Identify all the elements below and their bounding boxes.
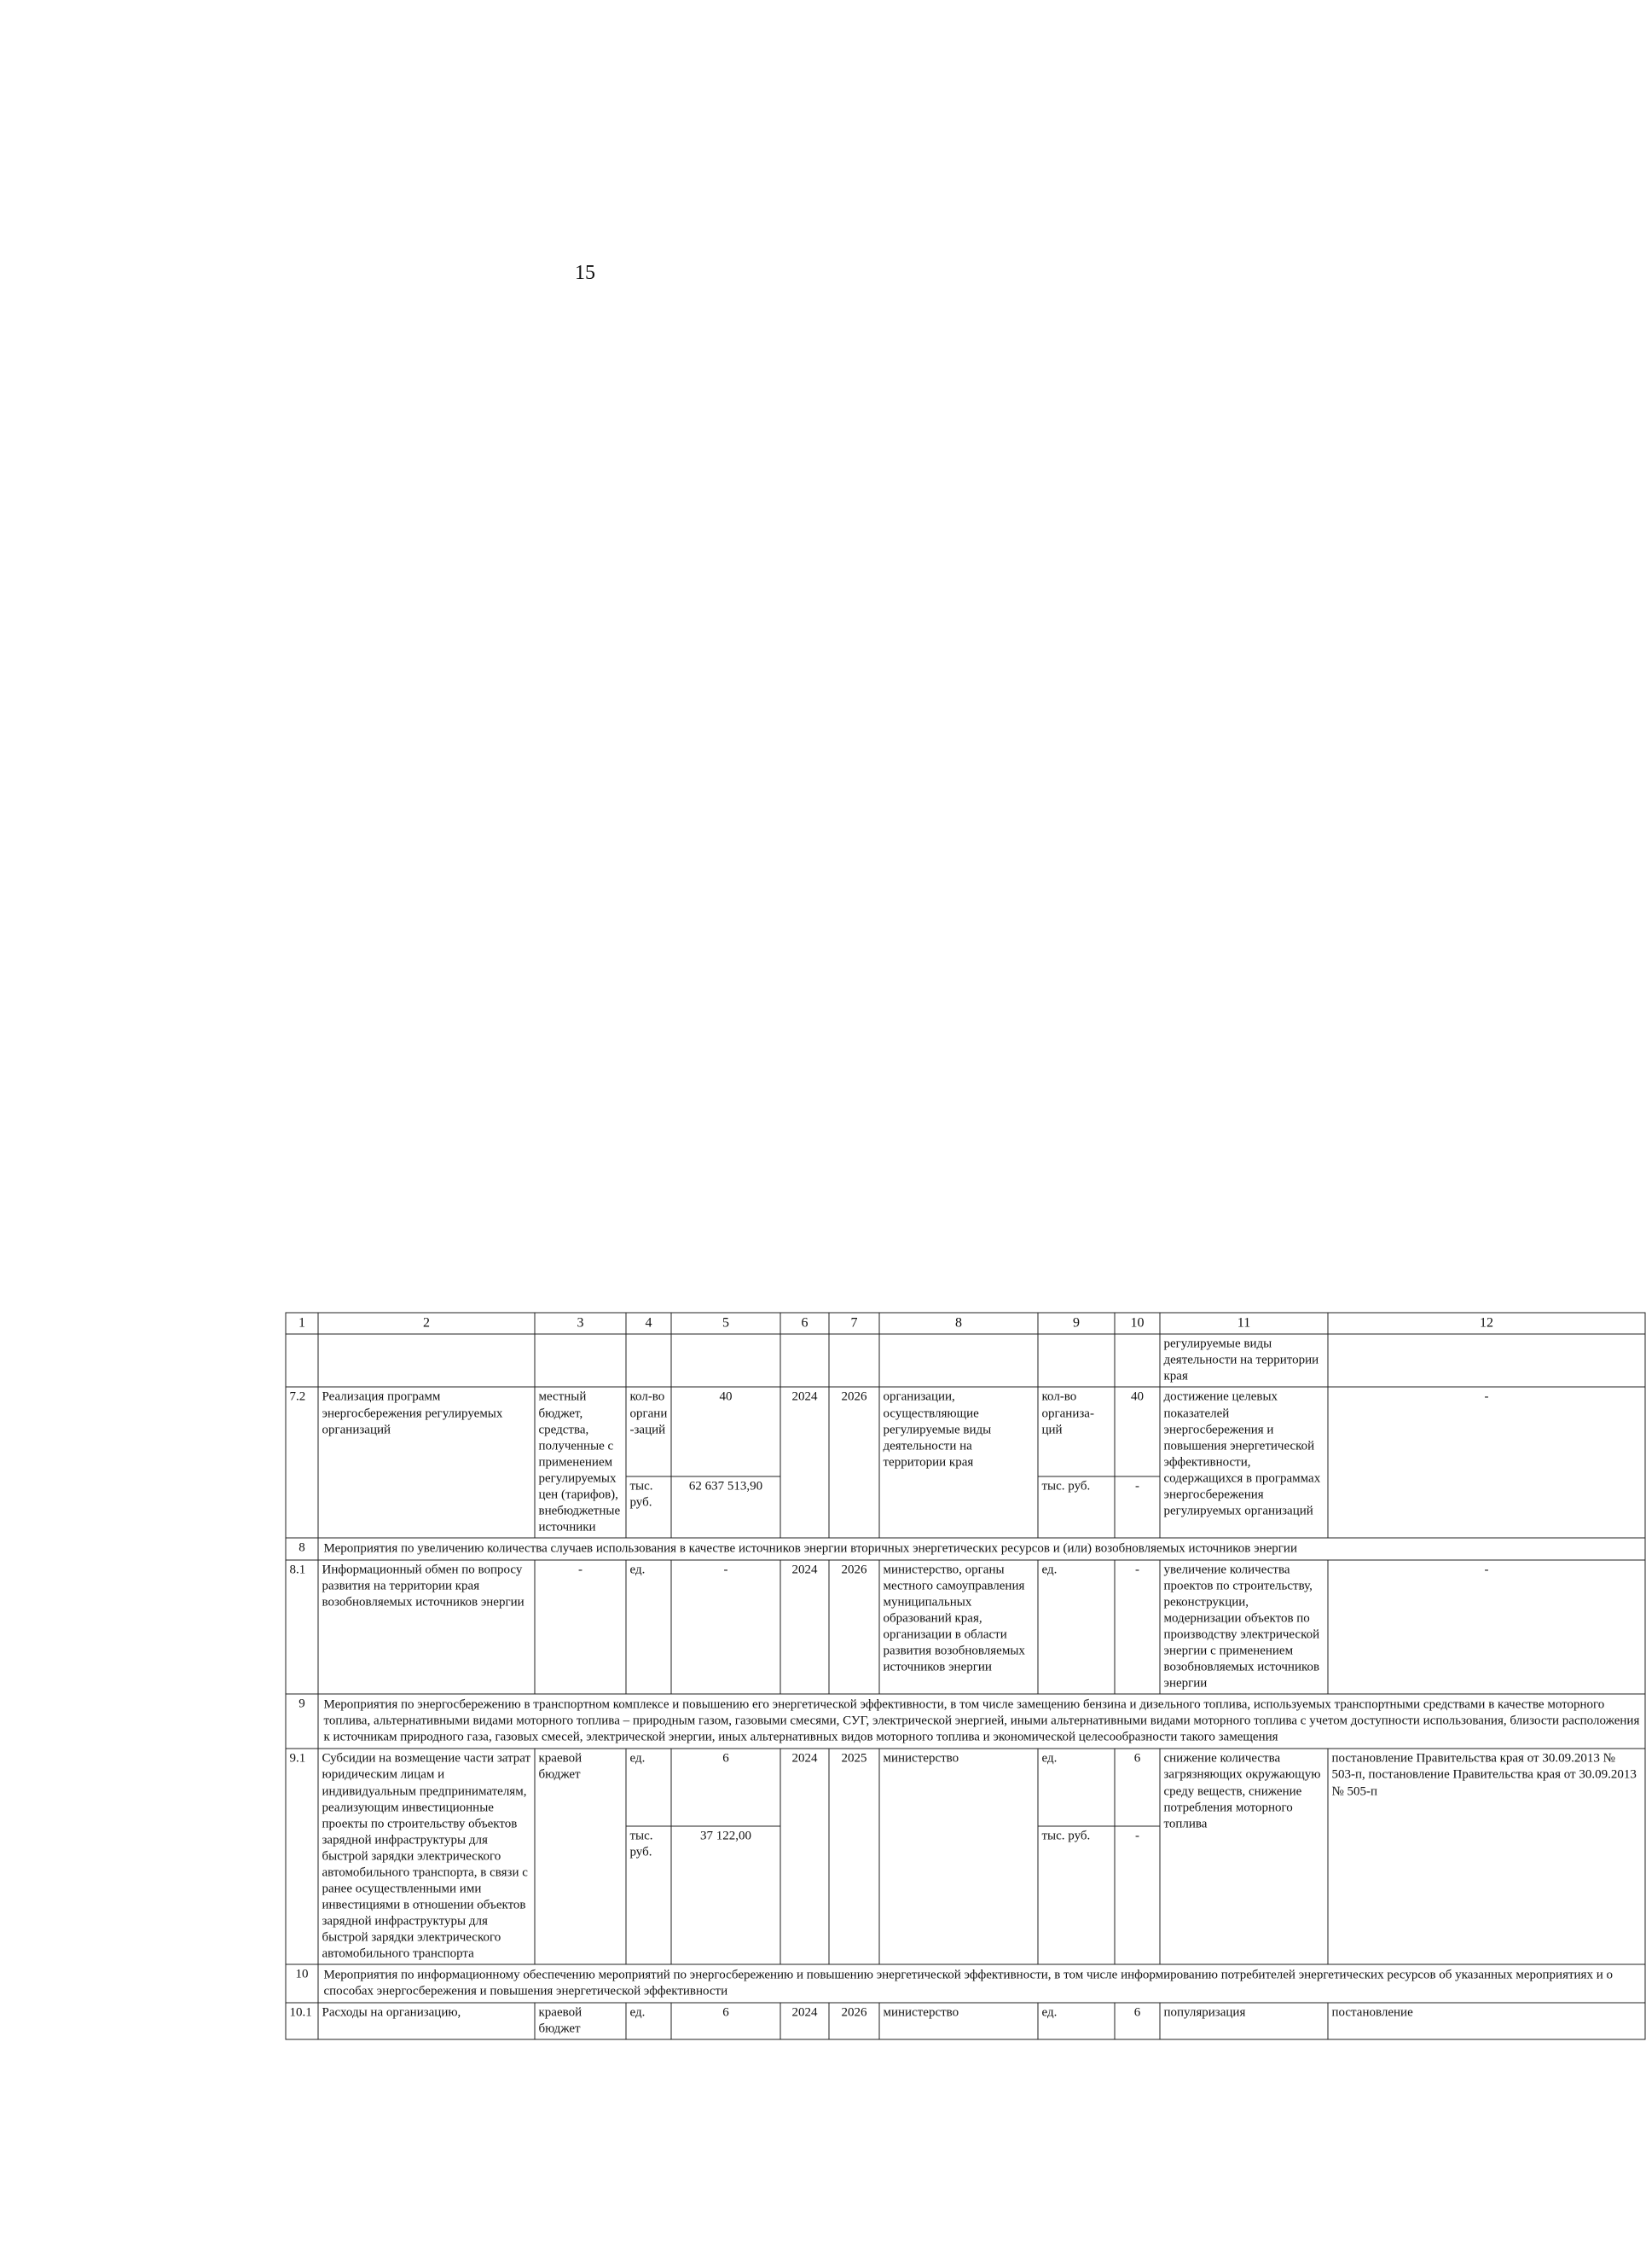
executor-cell: организации, осуществляющие регулируемые виды деятельности на территории края: [879, 1387, 1038, 1537]
document-cell: -: [1328, 1560, 1645, 1694]
section-row-10: [286, 1964, 1645, 2003]
row-number: 9.1: [286, 1749, 318, 1964]
value-cell: 6: [671, 1749, 780, 1825]
table-row-9-1: [286, 1749, 1645, 1825]
funding-source: -: [535, 1560, 626, 1694]
end-year: 2026: [829, 1560, 879, 1694]
indicator-value: -: [1115, 1560, 1160, 1694]
row-number: 10.1: [286, 2003, 318, 2039]
column-header: 6: [780, 1313, 829, 1334]
section-title: Мероприятия по энергосбережению в транспортном комплексе и повышению его энергетической эффективности, в том числе замещению бензина и дизельного топлива, используемых транспортными средствами в качестве моторного топлива, альтернативными видами моторного топлива – природным газом, газовыми смесями, СУГ, электрической энергией, иными альтернативными видами моторного топлива с учетом доступности использования, близости расположения к источникам природного газа, газовых смесей, электрической энергии, иных альтернативных видов моторного топлива и экономической целесообразности такого замещения: [318, 1694, 1645, 1749]
column-number-row: [286, 1313, 1645, 1334]
scanned-page: [221, 803, 1640, 2268]
value-cell: 62 637 513,90: [671, 1476, 780, 1538]
measure-name: Субсидии на возмещение части затрат юридическим лицам и индивидуальным предпринимателям, реализующим инвестиционные проекты по строительству объектов зарядной инфраструктуры для быстрой зарядки электрического автомобильного транспорта, в связи с ранее осуществленными ими инвестициями в отношении объектов зарядной инфраструктуры для быстрой зарядки электрического автомобильного транспорта: [318, 1749, 535, 1964]
indicator-unit: ед.: [1038, 1749, 1115, 1825]
column-header: 9: [1038, 1313, 1115, 1334]
indicator-value: 6: [1115, 2003, 1160, 2039]
funding-source: краевой бюджет: [535, 2003, 626, 2039]
column-header: 11: [1160, 1313, 1328, 1334]
table-row-7-2: [286, 1387, 1645, 1476]
document-cell: постановление: [1328, 2003, 1645, 2039]
result-cell: увеличение количества проектов по строительству, реконструкции, модернизации объектов по производству электрической энергии с применением возобновляемых источников энергии: [1160, 1560, 1328, 1694]
column-header: 7: [829, 1313, 879, 1334]
result-cell: достижение целевых показателей энергосбережения и повышения энергетической эффективности, содержащихся в программах энергосбережения регулируемых организаций: [1160, 1387, 1328, 1537]
section-row-8: [286, 1538, 1645, 1560]
table-row-7-1-continued: [286, 1334, 1645, 1387]
section-number: 9: [286, 1694, 318, 1749]
executor-cell: министерство, органы местного самоуправления муниципальных образований края, организации в области развития возобновляемых источников энергии: [879, 1560, 1038, 1694]
column-header: 5: [671, 1313, 780, 1334]
indicator-unit: тыс. руб.: [1038, 1826, 1115, 1964]
column-header: 3: [535, 1313, 626, 1334]
unit-cell: тыс. руб.: [626, 1826, 671, 1964]
column-header: 10: [1115, 1313, 1160, 1334]
start-year: 2024: [780, 2003, 829, 2039]
section-title: Мероприятия по информационному обеспечению мероприятий по энергосбережению и повышению энергетической эффективности, в том числе информированию потребителей энергетических ресурсов об указанных мероприятиях и о способах энергосбережения и повышения энергетической эффективности: [318, 1964, 1645, 2003]
start-year: 2024: [780, 1560, 829, 1694]
column-header: 12: [1328, 1313, 1645, 1334]
column-header: 2: [318, 1313, 535, 1334]
start-year: 2024: [780, 1749, 829, 1964]
start-year: 2024: [780, 1387, 829, 1537]
indicator-unit: тыс. руб.: [1038, 1476, 1115, 1538]
result-cell: снижение количества загрязняющих окружающую среду веществ, снижение потребления моторного топлива: [1160, 1749, 1328, 1964]
unit-cell: ед.: [626, 1749, 671, 1825]
row-number: 7.2: [286, 1387, 318, 1537]
indicator-value: 40: [1115, 1387, 1160, 1476]
funding-source: краевой бюджет: [535, 1749, 626, 1964]
result-cell: популяризация: [1160, 2003, 1328, 2039]
unit-cell: ед.: [626, 1560, 671, 1694]
section-number: 8: [286, 1538, 318, 1560]
measure-name: Расходы на организацию,: [318, 2003, 535, 2039]
column-header: 1: [286, 1313, 318, 1334]
section-row-9: [286, 1694, 1645, 1749]
measures-table: [286, 1313, 1646, 2040]
executor-cell: министерство: [879, 2003, 1038, 2039]
measure-name: Реализация программ энергосбережения регулируемых организаций: [318, 1387, 535, 1537]
column-header: 4: [626, 1313, 671, 1334]
indicator-value: -: [1115, 1826, 1160, 1964]
document-cell: постановление Правительства края от 30.09.2013 № 503-п, постановление Правительства края от 30.09.2013 № 505-п: [1328, 1749, 1645, 1964]
indicator-unit: ед.: [1038, 1560, 1115, 1694]
end-year: 2026: [829, 2003, 879, 2039]
unit-cell: ед.: [626, 2003, 671, 2039]
column-header: 8: [879, 1313, 1038, 1334]
row-number: 8.1: [286, 1560, 318, 1694]
end-year: 2025: [829, 1749, 879, 1964]
document-sheet: [286, 1313, 1645, 2132]
document-cell: -: [1328, 1387, 1645, 1537]
section-number: 10: [286, 1964, 318, 2003]
indicator-value: -: [1115, 1476, 1160, 1538]
unit-cell: кол-во органи-заций: [626, 1387, 671, 1476]
measure-name: Информационный обмен по вопросу развития на территории края возобновляемых источников энергии: [318, 1560, 535, 1694]
unit-cell: тыс. руб.: [626, 1476, 671, 1538]
section-title: Мероприятия по увеличению количества случаев использования в качестве источников энергии вторичных энергетических ресурсов и (или) возобновляемых источников энергии: [318, 1538, 1645, 1560]
value-cell: 37 122,00: [671, 1826, 780, 1964]
value-cell: 6: [671, 2003, 780, 2039]
end-year: 2026: [829, 1387, 879, 1537]
indicator-value: 6: [1115, 1749, 1160, 1825]
value-cell: -: [671, 1560, 780, 1694]
result-cell: регулируемые виды деятельности на территории края: [1160, 1334, 1328, 1387]
table-row-8-1: [286, 1560, 1645, 1694]
indicator-unit: кол-во организа-ций: [1038, 1387, 1115, 1476]
indicator-unit: ед.: [1038, 2003, 1115, 2039]
executor-cell: министерство: [879, 1749, 1038, 1964]
page-number: 15: [575, 261, 595, 284]
table-row-10-1: [286, 2003, 1645, 2039]
funding-source: местный бюджет, средства, полученные с применением регулируемых цен (тарифов), внебюджетные источники: [535, 1387, 626, 1537]
value-cell: 40: [671, 1387, 780, 1476]
